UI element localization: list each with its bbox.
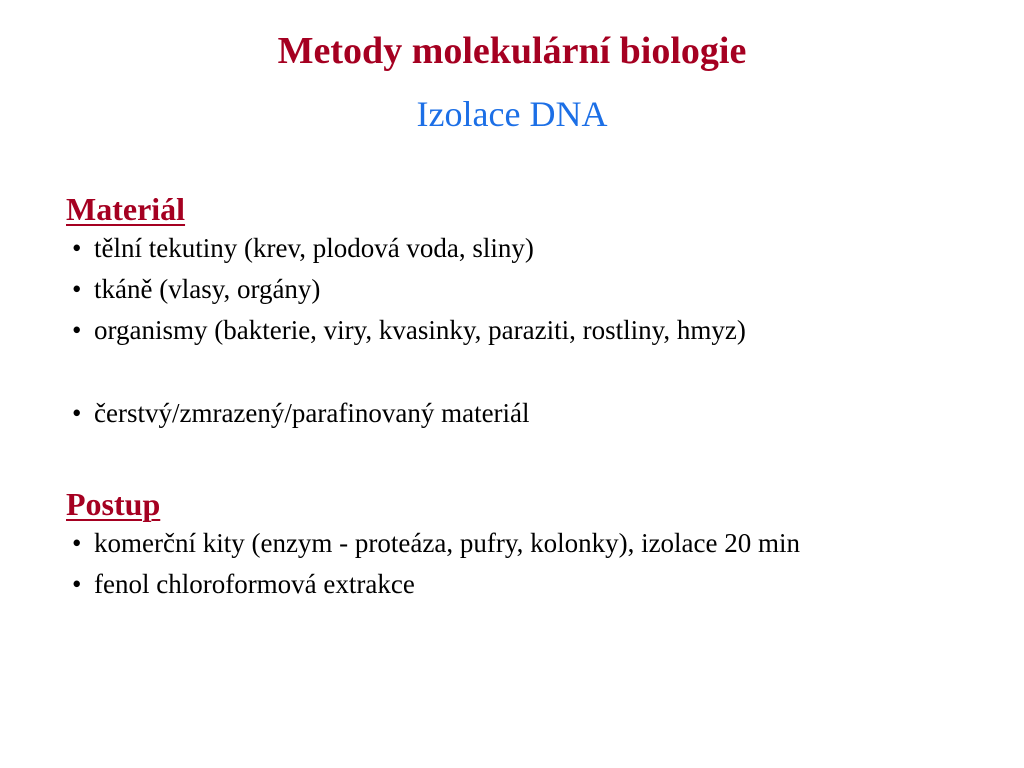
list-item-text: komerční kity (enzym - proteáza, pufry, kolonky), izolace 20 min bbox=[94, 528, 801, 558]
section-heading: Materiál bbox=[66, 191, 186, 227]
list-item-text: tkáně (vlasy, orgány) bbox=[94, 274, 321, 304]
bullet-list bbox=[66, 523, 996, 605]
bullet-icon: • bbox=[72, 528, 82, 558]
slide-subtitle: Izolace DNA bbox=[416, 94, 608, 134]
list-item bbox=[66, 228, 996, 269]
list-item-text: tělní tekutiny (krev, plodová voda, sliny) bbox=[94, 233, 534, 263]
bullet-list bbox=[66, 228, 996, 434]
list-item bbox=[66, 523, 996, 564]
bullet-icon: • bbox=[72, 315, 82, 345]
list-item-text: organismy (bakterie, viry, kvasinky, paraziti, rostliny, hmyz) bbox=[94, 315, 746, 345]
bullet-icon: • bbox=[72, 274, 82, 304]
section-heading: Postup bbox=[66, 486, 161, 522]
list-item-text: čerstvý/zmrazený/parafinovaný materiál bbox=[94, 398, 530, 428]
section-material bbox=[66, 190, 996, 434]
slide-title: Metody molekulární biologie bbox=[277, 30, 747, 72]
list-item bbox=[66, 564, 996, 605]
list-item bbox=[66, 269, 996, 310]
bullet-icon: • bbox=[72, 233, 82, 263]
section-procedure bbox=[66, 485, 996, 605]
list-item bbox=[66, 393, 996, 434]
bullet-icon: • bbox=[72, 569, 82, 599]
list-item bbox=[66, 310, 996, 351]
bullet-icon: • bbox=[72, 398, 82, 428]
list-item-text: fenol chloroformová extrakce bbox=[94, 569, 415, 599]
